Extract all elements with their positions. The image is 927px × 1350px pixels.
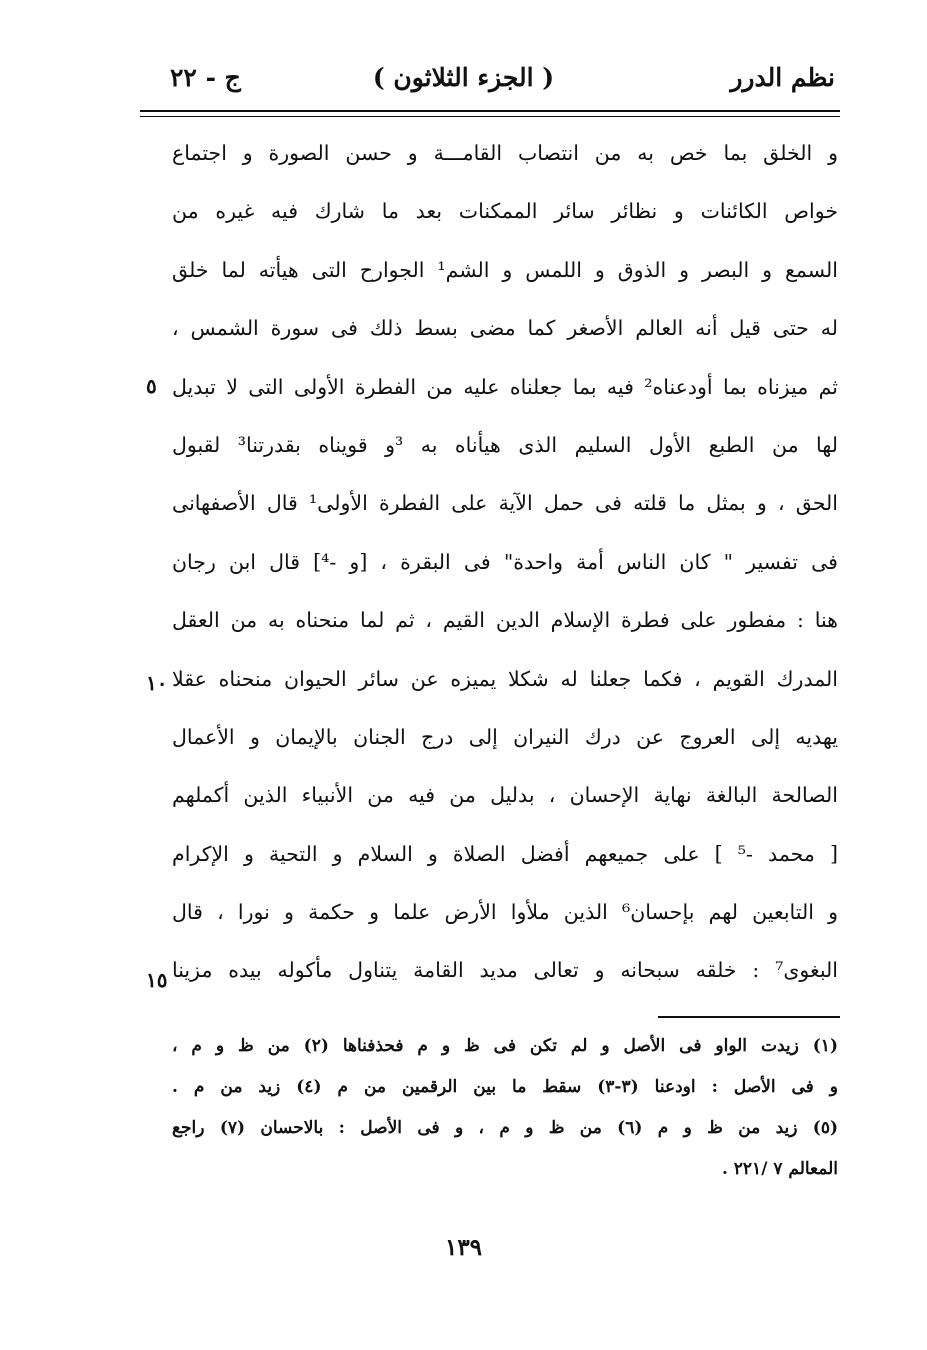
footnote-separator [658, 1016, 840, 1018]
page-number: ١٣٩ [444, 1234, 483, 1261]
footnote-line-1: (١) زيدت الواو فى الأصل و لم تكن فى ظ و م فحذفناها (٢) من ظ و م ، [172, 1036, 838, 1056]
header-rule-thick [140, 110, 840, 112]
text-line-5: ثم ميزناه بما أودعناه² فيه بما جعلناه عليه من الفطرة الأولى التى لا تبديل [172, 374, 838, 399]
text-line-6: لها من الطبع الأول السليم الذى هيأناه به ³و قويناه بقدرتنا³ لقبول [172, 432, 838, 457]
line-number-5: ٥ [146, 374, 157, 398]
text-line-3: السمع و البصر و الذوق و اللمس و الشم¹ الجوارح التى هيأته لما خلق [172, 257, 838, 282]
text-line-4: له حتى قيل أنه العالم الأصغر كما مضى بسط ذلك فى سورة الشمس ، [172, 316, 838, 341]
text-line-2: خواص الكائنات و نظائر سائر الممكنات بعد ما شارك فيه غيره من [172, 199, 838, 224]
running-header-book-title: نظم الدرر [730, 63, 835, 92]
text-line-14: و التابعين لهم بإحسان⁶ الذين ملأوا الأرض علما و حكمة و نورا ، قال [172, 900, 838, 925]
line-number-15: ١٥ [146, 968, 168, 992]
text-line-10: المدرك القويم ، فكما جعلنا له شكلا يميزه عن سائر الحيوان منحناه عقلا [172, 666, 838, 691]
text-line-15: البغوى⁷ : خلقه سبحانه و تعالى مديد القامة يتناول مأكوله بيده مزينا [172, 958, 838, 983]
running-header-volume: ج - ٢٢ [170, 63, 241, 92]
text-line-12: الصالحة البالغة نهاية الإحسان ، بدليل من فيه من الأنبياء الذين أكملهم [172, 783, 838, 808]
text-line-1: و الخلق بما خص به من انتصاب القامـــة و حسن الصورة و اجتماع [172, 141, 838, 165]
running-header-part-title: ( الجزء الثلاثون ) [372, 63, 555, 92]
text-line-13: [ محمد -⁵ ] على جميعهم أفضل الصلاة و السلام و التحية و الإكرام [172, 841, 838, 866]
footnote-line-2: و فى الأصل : اودعنا (٣-٣) سقط ما بين الرقمين من م (٤) زيد من م . [172, 1077, 838, 1097]
footnotes [172, 1026, 838, 1190]
text-line-11: يهديه إلى العروج عن درك النيران إلى درج الجنان بالإيمان و الأعمال [172, 724, 838, 749]
footnote-line-3: (٥) زيد من ظ و م (٦) من ظ و م ، و فى الأصل : بالاحسان (٧) راجع [172, 1118, 838, 1138]
footnote-line-4: المعالم ٧ /٢٢١ . [721, 1159, 838, 1179]
text-line-8: فى تفسير " كان الناس أمة واحدة" فى البقرة ، [و -⁴] قال ابن رجان [172, 549, 838, 574]
header-rule-thin [140, 116, 840, 117]
main-text [172, 124, 838, 1000]
line-number-10: ١٠ [146, 671, 168, 695]
text-line-9: هنا : مفطور على فطرة الإسلام الدين القيم ، ثم لما منحناه به من العقل [172, 608, 838, 633]
text-line-7: الحق ، و بمثل ما قلته فى حمل الآية على الفطرة الأولى¹ قال الأصفهانى [172, 491, 838, 516]
